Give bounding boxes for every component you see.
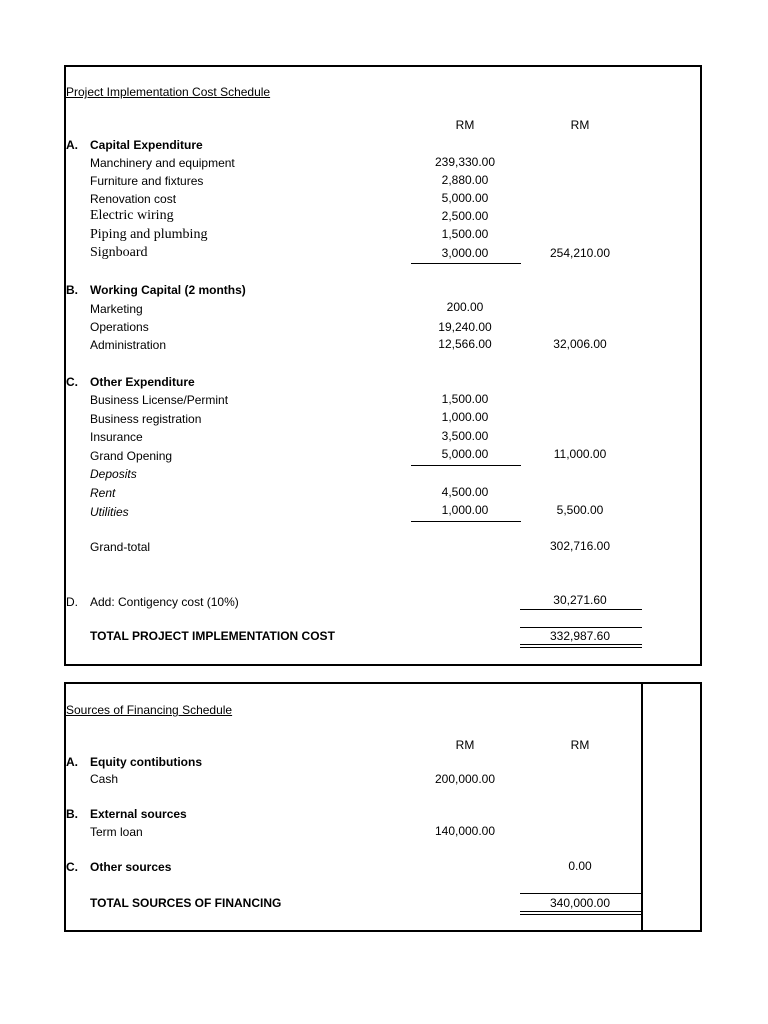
item-amount: 3,500.00 [441, 429, 489, 443]
total-double-rule [520, 914, 642, 915]
item-label: Renovation cost [90, 192, 177, 206]
item-amount: 12,566.00 [438, 337, 492, 351]
subtotal-rule [411, 521, 521, 522]
item-label: Manchinery and equipment [90, 156, 235, 170]
section-a-heading: Capital Expenditure [90, 138, 203, 152]
item-amount: 4,500.00 [441, 485, 489, 499]
item-amount: 200.00 [446, 300, 484, 314]
external-heading: External sources [90, 807, 187, 821]
cost-schedule-title: Project Implementation Cost Schedule [66, 85, 271, 99]
deposits-label: Deposits [90, 467, 137, 481]
item-amount: 239,330.00 [434, 155, 496, 169]
item-label: Insurance [90, 430, 143, 444]
section-b-total: 32,006.00 [553, 337, 607, 351]
item-label: Cash [90, 772, 119, 786]
contingency-value: 30,271.60 [553, 593, 607, 607]
section-a-total: 254,210.00 [549, 246, 611, 260]
grand-total-value: 302,716.00 [549, 539, 611, 553]
other-sources-value: 0.00 [568, 859, 592, 873]
item-label: Business registration [90, 412, 202, 426]
item-label: Grand Opening [90, 449, 173, 463]
section-a-letter: A. [66, 138, 78, 152]
item-amount: 3,000.00 [441, 246, 489, 260]
total-rule-top [520, 893, 642, 894]
grand-total-label: Grand-total [90, 540, 151, 554]
item-amount: 1,500.00 [441, 392, 489, 406]
col1-currency: RM [455, 118, 475, 132]
col2-currency: RM [570, 738, 590, 752]
section-c-letter: C. [66, 375, 78, 389]
item-label: Business License/Permint [90, 393, 229, 407]
section-d-letter: D. [66, 595, 78, 609]
item-label: Term loan [90, 825, 143, 839]
item-label: Signboard [90, 245, 148, 260]
section-b-letter: B. [66, 283, 78, 297]
item-amount: 140,000.00 [434, 824, 496, 838]
item-amount: 1,500.00 [441, 227, 489, 241]
other-letter: C. [66, 860, 78, 874]
other-heading: Other sources [90, 860, 172, 874]
total-financing-value: 340,000.00 [549, 896, 611, 910]
item-label: Marketing [90, 302, 143, 316]
item-amount: 2,500.00 [441, 209, 489, 223]
total-double-rule [520, 644, 642, 645]
item-label: Administration [90, 338, 167, 352]
item-label: Furniture and fixtures [90, 174, 204, 188]
total-financing-label: TOTAL SOURCES OF FINANCING [90, 896, 282, 910]
total-cost-value: 332,987.60 [549, 629, 611, 643]
item-label: Operations [90, 320, 149, 334]
item-amount: 1,000.00 [441, 503, 489, 517]
total-double-rule [520, 647, 642, 648]
equity-heading: Equity contibutions [90, 755, 202, 769]
section-c-heading: Other Expenditure [90, 375, 195, 389]
item-label: Utilities [90, 505, 129, 519]
item-amount: 1,000.00 [441, 410, 489, 424]
section-b-heading: Working Capital (2 months) [90, 283, 246, 297]
total-cost-label: TOTAL PROJECT IMPLEMENTATION COST [90, 629, 335, 643]
subtotal-rule [520, 609, 642, 610]
item-label: Electric wiring [90, 208, 174, 223]
total-double-rule [520, 911, 642, 912]
section-c-total: 11,000.00 [553, 447, 607, 461]
item-amount: 5,000.00 [441, 447, 489, 461]
financing-schedule-title: Sources of Financing Schedule [66, 703, 233, 717]
item-label: Piping and plumbing [90, 227, 208, 242]
deposits-total: 5,500.00 [556, 503, 604, 517]
item-amount: 19,240.00 [438, 320, 492, 334]
equity-letter: A. [66, 755, 78, 769]
col2-currency: RM [570, 118, 590, 132]
subtotal-rule [411, 465, 521, 466]
external-letter: B. [66, 807, 78, 821]
item-label: Rent [90, 486, 116, 500]
contingency-label: Add: Contigency cost (10%) [90, 595, 239, 609]
col1-currency: RM [455, 738, 475, 752]
item-amount: 200,000.00 [434, 772, 496, 786]
item-amount: 2,880.00 [441, 173, 489, 187]
item-amount: 5,000.00 [441, 191, 489, 205]
total-rule-top [520, 627, 642, 628]
subtotal-rule [411, 263, 521, 264]
